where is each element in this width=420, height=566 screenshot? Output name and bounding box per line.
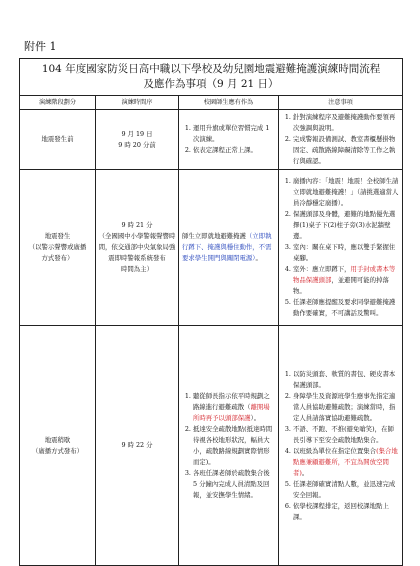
time-text: 9 時 21 分 bbox=[121, 221, 153, 229]
attachment-label: 附件 1 bbox=[24, 40, 57, 53]
list-item: 2. 身障學生及資源班學生應事先指定適當人員協助避難疏散；演練當時，指定人員請落實協助避難疏散。 bbox=[293, 391, 399, 424]
time-text: 9 時 22 分 bbox=[121, 441, 153, 449]
list-item: 6. 依學校課程排定，返回校課地點上課。 bbox=[293, 501, 399, 523]
header-notes: 注意事項 bbox=[279, 96, 403, 110]
list-item: 4. 以班級為單位在指定位置集合(集合地點應兼顧避難所，不宜為開放空間者)。 bbox=[293, 446, 399, 479]
list-item: 2. 依表定課程正常上課。 bbox=[193, 145, 275, 156]
stage-text: 地震發生前 bbox=[41, 135, 74, 143]
list-item: 3. 不語、不跑、不推(避免嗆笑)，在師長引導下至安全疏散地點集合。 bbox=[293, 424, 399, 446]
stage-text: （廣播方式發布） bbox=[31, 446, 84, 455]
drill-schedule-table bbox=[19, 58, 403, 566]
time-cell bbox=[96, 326, 179, 566]
stage-cell bbox=[20, 170, 96, 326]
time-text: 時間為主） bbox=[121, 265, 153, 273]
table-row bbox=[20, 170, 403, 326]
header-actions: 校園師生應有作為 bbox=[179, 96, 279, 110]
list-item: 3. 各班任課老師於疏散集合後 5 分鐘內完成人員清點及回報，並安撫學生情緒。 bbox=[193, 468, 275, 501]
title-line-2: 及應作為事項（9 月 21 日） bbox=[143, 78, 279, 90]
time-cell bbox=[96, 110, 179, 170]
header-row bbox=[20, 96, 403, 110]
stage-text: （以警示聲響或廣播 bbox=[28, 243, 87, 251]
time-cell bbox=[96, 170, 179, 326]
actions-cell bbox=[179, 110, 279, 170]
header-stage: 演練階段劃分 bbox=[20, 96, 96, 110]
time-text: 9 月 19 日 bbox=[121, 129, 153, 138]
list-item: 4. 室外：應立即蹲下，用手封或書本等物品保護頭部，並避開可能的掉落物。 bbox=[293, 264, 399, 297]
table-row bbox=[20, 326, 403, 566]
list-item: 2. 保護頭部及身體，避難的地點優先選擇(1)桌子下(2)柱子旁(3)水泥牆壁邊。 bbox=[293, 209, 399, 242]
title-line-1: 104 年度國家防災日高中職以下學校及幼兒園地震避難掩護演練時間流程 bbox=[41, 63, 381, 75]
table-title bbox=[20, 59, 403, 96]
list-item: 1. 針對演練程序及避難掩護動作要領再次強調與說明。 bbox=[293, 112, 399, 134]
stage-text: 方式發布） bbox=[41, 254, 74, 262]
time-text: （全國國中小學警報聲響時間，依交通部中央氣象局強震即時警報系統發布 bbox=[98, 232, 176, 262]
notes-cell bbox=[279, 170, 403, 326]
list-item: 1. 以防災頭套、軟質的書包、硬皮書本保護頭部。 bbox=[293, 369, 399, 391]
notes-cell bbox=[279, 326, 403, 566]
list-item: 3. 室內：關在桌下時，應以雙手緊握住桌腳。 bbox=[293, 242, 399, 264]
stage-cell bbox=[20, 110, 96, 170]
list-item: 2. 抵達安全疏散地點(抵達時間待視各校地形狀況，幅員大小，疏散路線規劃實際情形而定)。 bbox=[193, 424, 275, 468]
list-item: 1. 廣播內容：「地震！地震！全校師生請立即就地避難掩護！」（請挑選適當人員冷靜穩定廣播）。 bbox=[293, 176, 399, 209]
actions-cell: 師生立即就地避難掩護（立即執行蹲下、掩護與穩住動作，不需要求學生開門與關閉電源）。 bbox=[179, 170, 279, 326]
list-item: 5. 任課老師確實清點人數，並迅速完成安全回報。 bbox=[293, 479, 399, 501]
actions-cell bbox=[179, 326, 279, 566]
stage-text: 地震稍歇 bbox=[44, 435, 71, 444]
stage-cell bbox=[20, 326, 96, 566]
list-item: 1. 聽從師長指示依平時規劃之路線進行避難疏散（離開場所時再予以頭部保護）。 bbox=[193, 391, 275, 424]
list-item: 1. 運用升旗或單位習慣完成 1 次演練。 bbox=[193, 123, 275, 145]
table-row bbox=[20, 110, 403, 170]
list-item: 5. 任課老師應提醒及要求同學避難掩護動作要確實，不可講話及驚叫。 bbox=[293, 297, 399, 319]
list-item: 2. 完成警報設備測試、教室書櫃懸掛物固定、疏散路線障礙清除等工作之執行與確認。 bbox=[293, 134, 399, 167]
time-text: 9 時 20 分前 bbox=[118, 140, 156, 149]
header-time: 演練時間序 bbox=[96, 96, 179, 110]
notes-cell bbox=[279, 110, 403, 170]
stage-text: 地震發生 bbox=[44, 232, 71, 240]
